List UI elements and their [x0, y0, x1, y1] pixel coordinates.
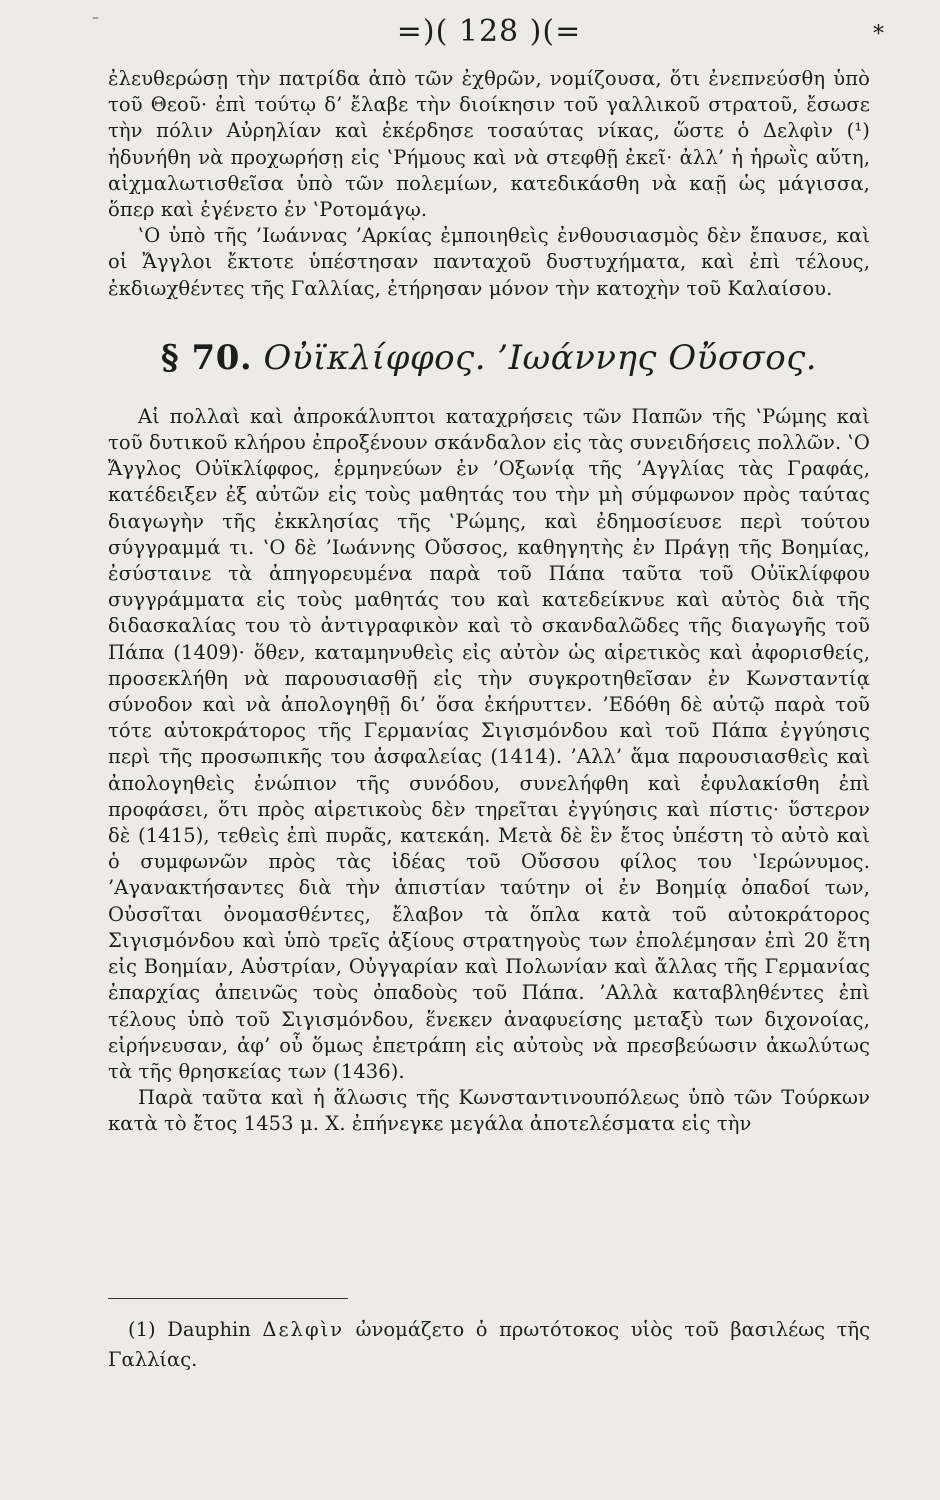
section-heading — [108, 338, 870, 378]
footnote-latin-word: Dauphin — [167, 1318, 251, 1341]
section-number: § 70. — [160, 337, 253, 378]
footnote — [108, 1315, 870, 1375]
section-title: Οὐϊκλίφφος. ’Ιωάννης Οὔσσος. — [263, 337, 818, 378]
body-text — [108, 66, 870, 1138]
paragraph-continuation: ἐλευθερώσῃ τὴν πατρίδα ἀπὸ τῶν ἐχθρῶν, νομίζουσα, ὅτι ἐνεπνεύσθη ὑπὸ τοῦ Θεοῦ· ἐπὶ τούτῳ δ’ ἔλαβε τὴν διοίκησιν τοῦ γαλλικοῦ στρατοῦ, ἔσωσε τὴν πόλιν Αὐρηλίαν καὶ ἐκέρδησε τοσαύτας νίκας, ὥστε ὁ Δελφὶν (¹) ἠδυνήθη νὰ προχωρήσῃ εἰς ‛Ρήμους καὶ νὰ στεφθῇ ἐκεῖ· ἀλλ’ ἡ ἡρωῒς αὕτη, αἰχμαλωτισθεῖσα ὑπὸ τῶν πολεμίων, κατεδικάσθη νὰ καῇ ὡς μάγισσα, ὅπερ καὶ ἐγένετο ἐν ‛Ροτομάγῳ. — [108, 67, 870, 222]
footnote-greek-word: Δελφὶν — [262, 1318, 345, 1341]
footnote-marker: (1) — [128, 1318, 156, 1341]
paragraph: ‛Ο ὑπὸ τῆς ’Ιωάννας ’Αρκίας ἐμποιηθεὶς ἐνθουσιασμὸς δὲν ἔπαυσε, καὶ οἱ Ἄγγλοι ἔκτοτε ὑπέστησαν πανταχοῦ δυστυχήματα, καὶ ἐπὶ τέλους, ἐκδιωχθέντες τῆς Γαλλίας, ἐτήρησαν μόνον τὴν κατοχὴν τοῦ Καλαίσου. — [108, 224, 870, 300]
page-number: =)( 128 )(= — [396, 14, 582, 49]
paragraph: Παρὰ ταῦτα καὶ ἡ ἅλωσις τῆς Κωνσταντινουπόλεως ὑπὸ τῶν Τούρκων κατὰ τὸ ἔτος 1453 μ. Χ. ἐπήνεγκε μεγάλα ἀποτελέσματα εἰς τὴν — [108, 1086, 870, 1136]
corner-mark: * — [873, 22, 884, 47]
footnote-divider — [108, 1298, 348, 1299]
paragraph: Αἱ πολλαὶ καὶ ἀπροκάλυπτοι καταχρήσεις τῶν Παπῶν τῆς ‛Ρώμης καὶ τοῦ δυτικοῦ κλήρου ἐπροξένουν σκάνδαλον εἰς τὰς συνειδήσεις πολλῶν. ‛Ο Ἄγγλος Οὐϊκλίφφος, ἑρμηνεύων ἐν ’Οξωνίᾳ τῆς ’Αγγλίας τὰς Γραφάς, κατέδειξεν ἐξ αὐτῶν εἰς τοὺς μαθητάς του τὴν μὴ σύμφωνον πρὸς ταύτας διαγωγὴν τῆς ἐκκλησίας τῆς ‛Ρώμης, καὶ ἐδημοσίευσε περὶ τούτου σύγγραμμά τι. ‛Ο δὲ ’Ιωάννης Οὔσσος, καθηγητὴς ἐν Πράγῃ τῆς Βοημίας, ἐσύσταινε τὰ ἀπηγορευμένα παρὰ τοῦ Πάπα ταῦτα τοῦ Οὐϊκλίφφου συγγράμματα εἰς τοὺς μαθητάς του καὶ κατεδείκνυε καὶ αὐτὸς διὰ τῆς διδασκαλίας του τὸ ἀντιγραφικὸν καὶ τὸ σκανδαλῶδες τῆς διαγωγῆς τοῦ Πάπα (1409)· ὅθεν, καταμηνυθεὶς εἰς αὐτὸν ὡς αἱρετικὸς καὶ ἀφορισθείς, προσεκλήθη νὰ παρουσιασθῇ εἰς τὴν συγκροτηθεῖσαν ἐν Κωνσταντίᾳ σύνοδον καὶ νὰ ἀπολογηθῇ δι’ ὅσα ἐκήρυττεν. ’Εδόθη δὲ αὐτῷ παρὰ τοῦ τότε αὐτοκράτορος τῆς Γερμανίας Σιγισμόνδου καὶ τοῦ Πάπα ἐγγύησις περὶ τῆς προσωπικῆς του ἀσφαλείας (1414). ’Αλλ’ ἅμα παρουσιασθεὶς καὶ ἀπολογηθεὶς ἐνώπιον τῆς συνόδου, συνελήφθη καὶ ἐφυλακίσθη ἐπὶ προφάσει, ὅτι πρὸς αἱρετικοὺς δὲν τηρεῖται ἐγγύησις καὶ πίστις· ὕστερον δὲ (1415), τεθεὶς ἐπὶ πυρᾶς, κατεκάη. Μετὰ δὲ ἓν ἔτος ὑπέστη τὸ αὐτὸ καὶ ὁ συμφωνῶν πρὸς τὰς ἰδέας τοῦ Οὔσσου φίλος του ‛Ιερώνυμος. ’Αγανακτήσαντες διὰ τὴν ἀπιστίαν ταύτην οἱ ἐν Βοημίᾳ ὀπαδοί των, Οὐσσῖται ὀνομασθέντες, ἔλαβον τὰ ὅπλα κατὰ τοῦ αὐτοκράτορος Σιγισμόνδου καὶ ὑπὸ τρεῖς ἀξίους στρατηγοὺς των ἐπολέμησαν ἐπὶ 20 ἔτη εἰς Βοημίαν, Αὐστρίαν, Οὐγγαρίαν καὶ Πολωνίαν καὶ ἄλλας τῆς Γερμανίας ἐπαρχίας ἀπεινῶς τοὺς ὀπαδοὺς τοῦ Πάπα. ’Αλλὰ καταβληθέντες ἐπὶ τέλους ὑπὸ τοῦ Σιγισμόνδου, ἕνεκεν ἀναφυείσης μεταξὺ των διχονοίας, εἰρήνευσαν, ἀφ’ οὗ ὅμως ἐπετράπη εἰς αὐτοὺς νὰ πρεσβεύωσιν ἀκωλύτως τὰ τῆς θρησκείας των (1436). — [108, 404, 870, 1083]
corner-mark-left: – — [92, 10, 99, 26]
footnote-text: ὠνομάζετο ὁ πρωτότοκος υἱὸς τοῦ βασιλέως τῆς Γαλλίας. — [108, 1318, 870, 1371]
